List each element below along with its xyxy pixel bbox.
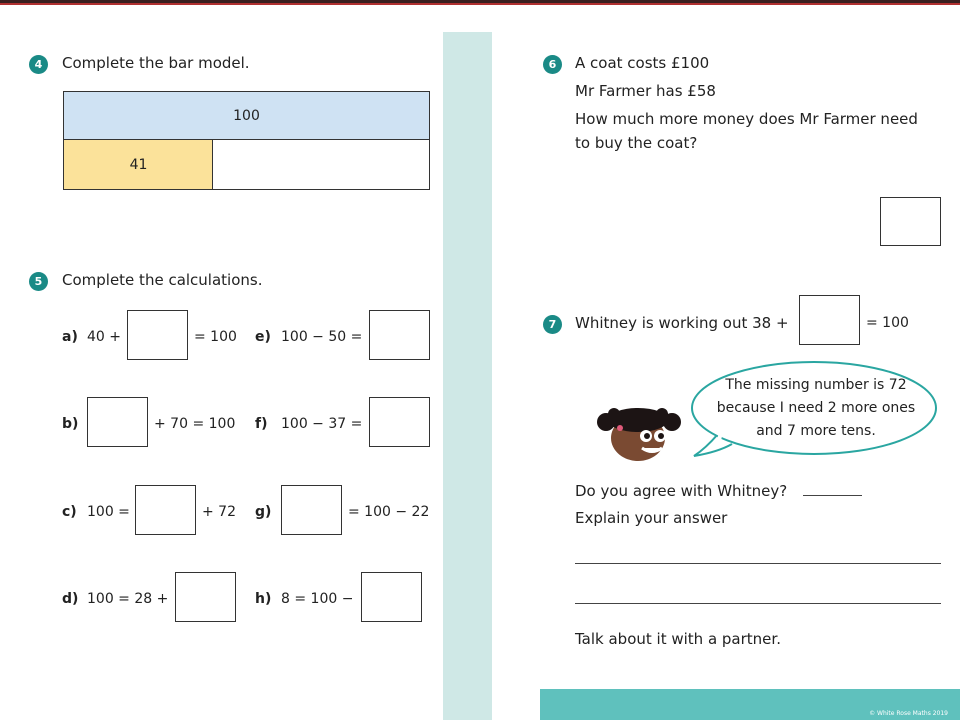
calc-h-left: 8 = 100 − [281, 591, 354, 607]
page-footer [540, 689, 960, 720]
calc-c-label: c) [62, 504, 77, 520]
bar-model-part-value: 41 [129, 156, 148, 173]
speech-bubble-line-2: because I need 2 more ones [716, 400, 916, 416]
question-7-explain: Explain your answer [575, 509, 728, 527]
calc-a-label: a) [62, 329, 78, 345]
calc-e-left: 100 − 50 = [281, 329, 363, 345]
speech-bubble-text [700, 374, 932, 443]
calc-a-left: 40 + [87, 329, 121, 345]
page-divider [443, 32, 492, 720]
question-6-number: 6 [543, 55, 562, 74]
bar-model-part [63, 139, 214, 190]
question-7-prompt-left: Whitney is working out 38 + [575, 314, 789, 332]
calc-b-answer-box[interactable] [87, 397, 148, 447]
question-7-number: 7 [543, 315, 562, 334]
question-7-agree-question: Do you agree with Whitney? [575, 482, 788, 500]
speech-bubble-line-3: and 7 more tens. [756, 423, 876, 439]
calc-e-answer-box[interactable] [369, 310, 430, 360]
question-5-instruction: Complete the calculations. [62, 271, 263, 289]
question-6-answer-box[interactable] [880, 197, 941, 246]
question-5-number: 5 [29, 272, 48, 291]
question-6-line-2: Mr Farmer has £58 [575, 82, 716, 100]
calc-g-label: g) [255, 504, 272, 520]
bar-model-missing-part[interactable] [212, 139, 430, 190]
calc-h-answer-box[interactable] [361, 572, 422, 622]
calc-f-label: f) [255, 416, 268, 432]
calc-g-answer-box[interactable] [281, 485, 342, 535]
top-border-accent [0, 3, 960, 5]
bar-model-whole-value: 100 [233, 108, 260, 124]
calc-a-right: = 100 [194, 329, 237, 345]
calc-h-label: h) [255, 591, 272, 607]
calc-a-answer-box[interactable] [127, 310, 188, 360]
calc-d-answer-box[interactable] [175, 572, 236, 622]
explain-answer-line-1[interactable] [575, 563, 941, 564]
question-4-number: 4 [29, 55, 48, 74]
question-6-line-1: A coat costs £100 [575, 54, 710, 72]
calc-c-answer-box[interactable] [135, 485, 196, 535]
calc-c-right: + 72 [202, 504, 236, 520]
whitney-character-icon [592, 402, 684, 464]
calc-e-label: e) [255, 329, 271, 345]
calc-b-label: b) [62, 416, 79, 432]
calc-g-right: = 100 − 22 [348, 504, 430, 520]
calc-b-right: + 70 = 100 [154, 416, 236, 432]
explain-answer-line-2[interactable] [575, 603, 941, 604]
speech-bubble-line-1: The missing number is 72 [725, 377, 907, 393]
calc-f-answer-box[interactable] [369, 397, 430, 447]
question-4-instruction: Complete the bar model. [62, 54, 250, 72]
question-7-missing-box[interactable] [799, 295, 860, 345]
agree-answer-line[interactable] [803, 495, 862, 496]
calc-c-left: 100 = [87, 504, 130, 520]
question-6-line-3: How much more money does Mr Farmer need [575, 110, 918, 128]
question-7-prompt-right: = 100 [866, 315, 909, 331]
calc-d-left: 100 = 28 + [87, 591, 169, 607]
question-7-talk: Talk about it with a partner. [575, 630, 781, 648]
footer-credit: © White Rose Maths 2019 [869, 710, 948, 717]
bar-model-whole [63, 91, 430, 141]
question-6-line-4: to buy the coat? [575, 134, 698, 152]
calc-f-left: 100 − 37 = [281, 416, 363, 432]
calc-d-label: d) [62, 591, 79, 607]
